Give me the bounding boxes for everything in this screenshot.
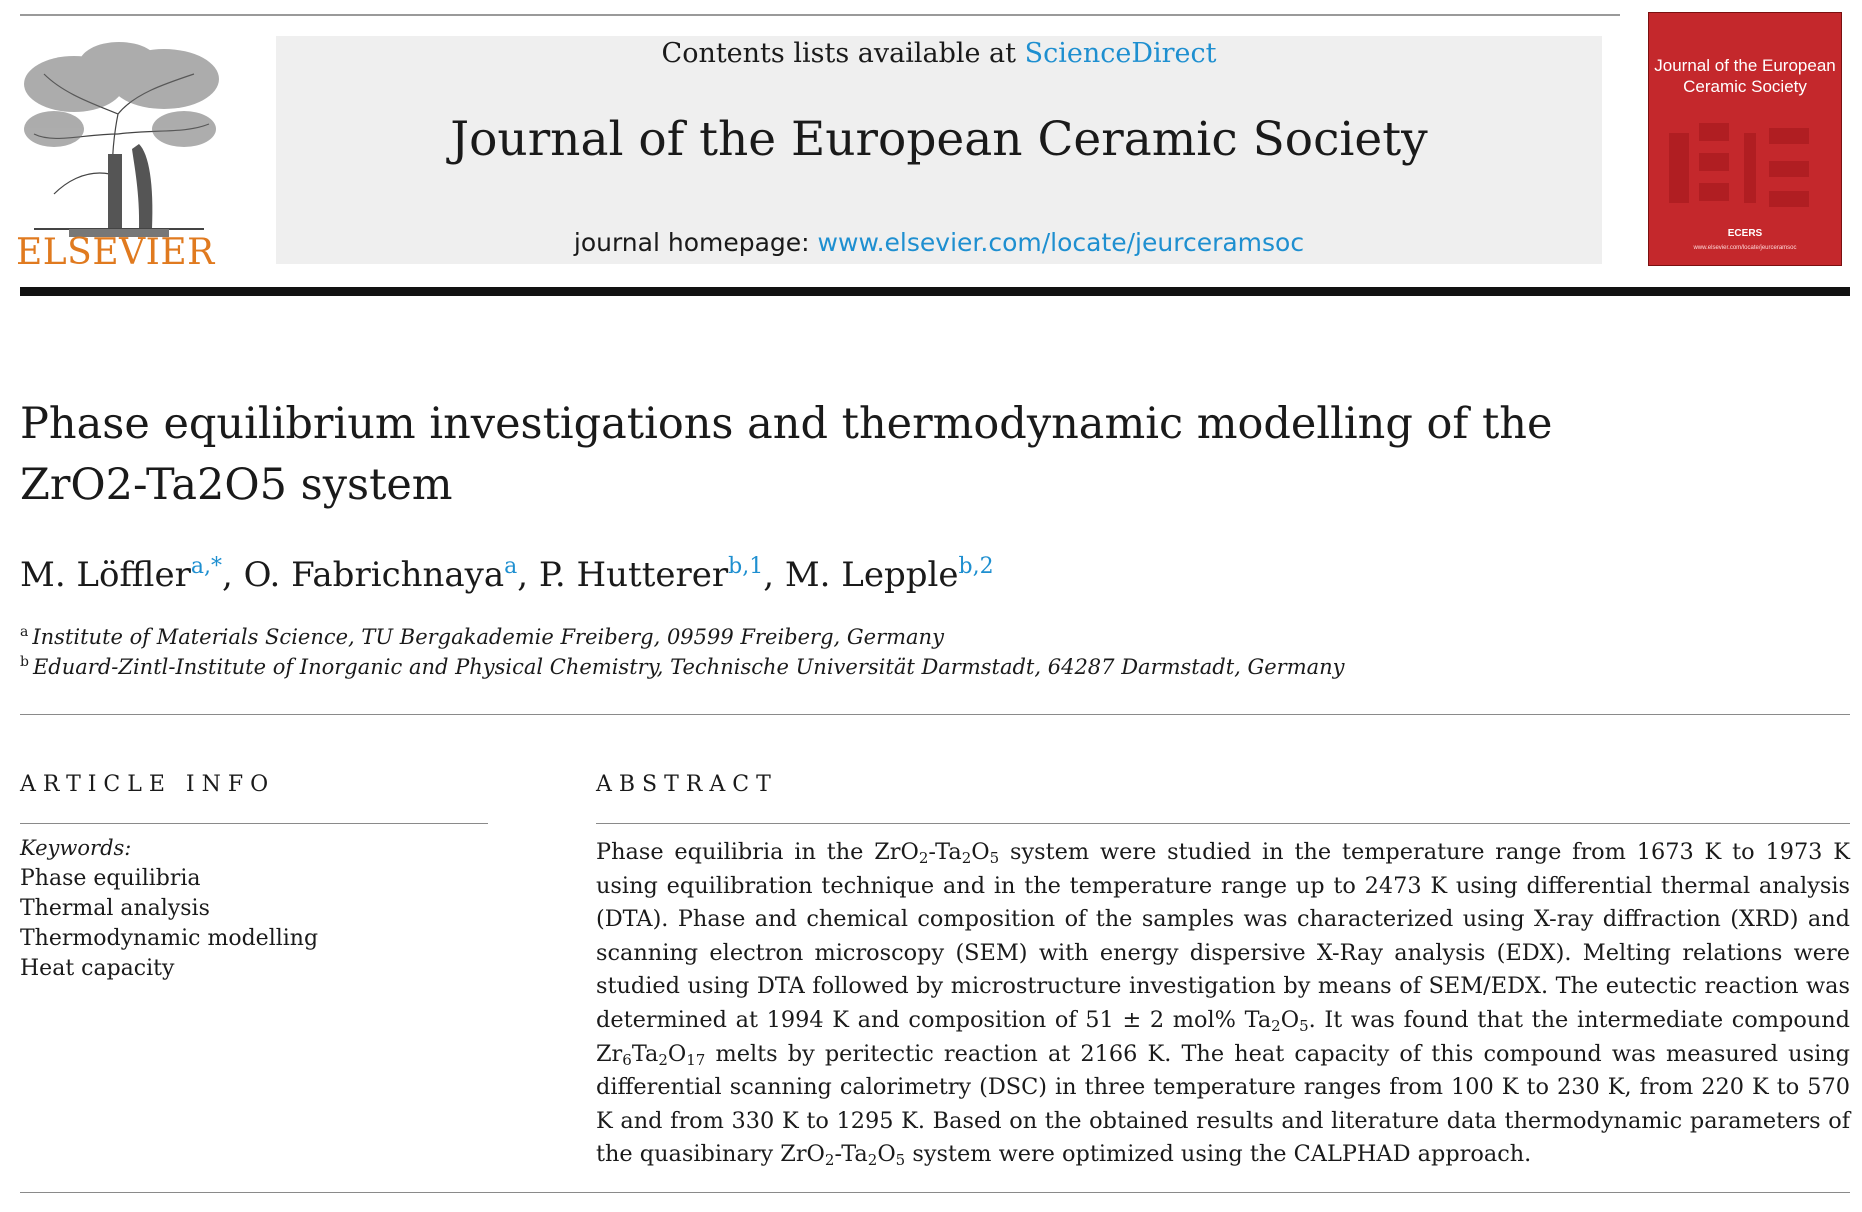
abstract-rule — [596, 823, 1850, 824]
cover-pattern — [1649, 123, 1841, 213]
article-info-heading: ARTICLE INFO — [20, 772, 276, 797]
author-name[interactable]: P. Hutterer — [538, 555, 729, 595]
keyword: Thermal analysis — [20, 896, 210, 921]
journal-homepage-link[interactable]: www.elsevier.com/locate/jeurceramsoc — [817, 228, 1305, 257]
author-separator: , — [517, 555, 539, 595]
article-info-rule — [20, 823, 488, 824]
author-name[interactable]: O. Fabrichnaya — [243, 555, 505, 595]
journal-name: Journal of the European Ceramic Society — [450, 112, 1428, 167]
contents-line — [276, 38, 1602, 69]
section-divider — [20, 714, 1850, 715]
author-separator: , — [763, 555, 785, 595]
author-list — [20, 554, 994, 595]
author-affiliation-link[interactable]: a,* — [190, 554, 222, 579]
author-affiliation-link[interactable]: b,1 — [728, 554, 764, 579]
keyword: Phase equilibria — [20, 866, 201, 891]
homepage-prefix: journal homepage: — [573, 228, 818, 257]
affiliation — [20, 654, 1345, 679]
bottom-divider — [20, 1192, 1850, 1193]
affiliation-mark: a — [20, 624, 29, 640]
abstract-heading: ABSTRACT — [596, 772, 778, 797]
publisher-logo-text: ELSEVIER — [16, 232, 215, 273]
cover-brand: ECERS — [1727, 228, 1763, 239]
contents-prefix: Contents lists available at — [661, 38, 1025, 69]
affiliation — [20, 624, 944, 649]
affiliation-mark: b — [20, 654, 29, 670]
author-name[interactable]: M. Lepple — [784, 555, 959, 595]
top-rule — [20, 14, 1620, 16]
author-affiliation-link[interactable]: a — [504, 554, 518, 579]
author-affiliation-link[interactable]: b,2 — [958, 554, 994, 579]
keyword: Thermodynamic modelling — [20, 926, 319, 951]
abstract-text: Phase equilibria in the $ZrO_2-Ta_2O_5$ system were studied in the temperature range from 1673 K to 1973 K using equilibration technique and in the temperature range up to 2473 K using differential thermal analysis (DTA). Phase and chemical composition of the samples was characterized using X-ray diffraction (XRD) and scanning electron microscopy (SEM) with energy dispersive X-Ray analysis (EDX). Melting relations were studied using DTA followed by microstructure investigation by means of SEM/EDX. The eutectic reaction was determined at 1994 K and composition of 51 ± 2 mol% $Ta_2O_5$. It was found that the intermediate compound $Zr_6Ta_2O_{17}$ melts by peritectic reaction at 2166 K. The heat capacity of this compound was measured using differential scanning calorimetry (DSC) in three temperature ranges from 100 K to 230 K, from 220 K to 570 K and from 330 K to 1295 K. Based on the obtained results and literature data thermodynamic parameters of the quasibinary $ZrO_2-Ta_2O_5$ system were optimized using the CALPHAD approach. — [596, 839, 1851, 1170]
affiliation-text: Institute of Materials Science, TU Bergakademie Freiberg, 09599 Freiberg, Germany — [32, 625, 944, 649]
affiliation-text: Eduard-Zintl-Institute of Inorganic and Physical Chemistry, Technische Universität Darmstadt, 64287 Darmstadt, Germany — [32, 655, 1345, 679]
header-divider — [20, 287, 1850, 296]
cover-title: Journal of the European Ceramic Society — [1654, 56, 1836, 96]
keywords-label: Keywords: — [20, 836, 132, 860]
journal-cover[interactable] — [1648, 12, 1842, 266]
sciencedirect-link[interactable]: ScienceDirect — [1024, 38, 1217, 69]
keyword: Heat capacity — [20, 956, 175, 981]
homepage-line — [276, 228, 1602, 257]
cover-url: www.elsevier.com/locate/jeurceramsoc — [1693, 245, 1797, 251]
author-separator: , — [222, 555, 244, 595]
article-title: Phase equilibrium investigations and thermodynamic modelling of the ZrO2-Ta2O5 system — [20, 399, 1553, 510]
journal-header-box — [276, 36, 1602, 264]
author-name[interactable]: M. Löffler — [20, 555, 191, 595]
